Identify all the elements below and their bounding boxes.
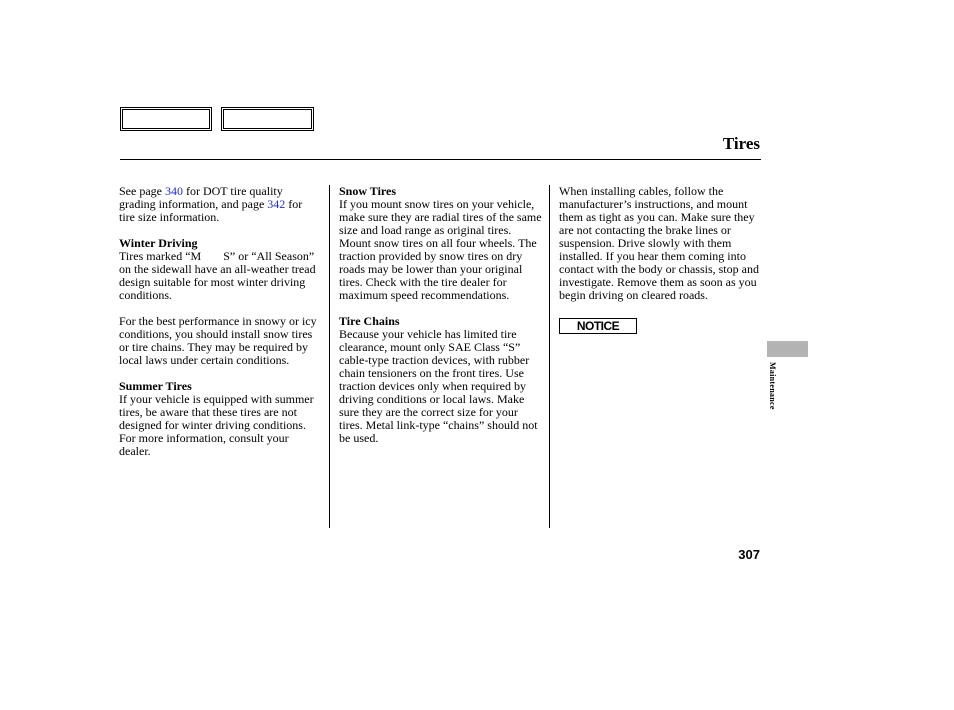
page-link-342[interactable]: 342	[267, 197, 286, 211]
cables-paragraph: When installing cables, follow the manufacturer’s instructions, and mount them as tight as you can. Make sure they are not contacting the brake lines or suspension. Drive slowly with them installed. If you hear them coming into contact with the body or chassis, stop and investigate. Remove them as soon as you begin driving on cleared roads.	[559, 184, 759, 302]
winter-driving-paragraph-2: For the best performance in snowy or icy conditions, you should install snow tires or tire chains. They may be required by local laws under certain conditions.	[119, 314, 317, 367]
snow-tires-paragraph: If you mount snow tires on your vehicle, make sure they are radial tires of the same size and load range as original tires. Mount snow tires on all four wheels. The traction provided by snow tires on dry roads may be lower than your original tires. Check with the tire dealer for maximum speed recommendations.	[339, 197, 542, 302]
page-link-340[interactable]: 340	[164, 184, 183, 198]
nav-button-previous[interactable]	[120, 107, 212, 131]
tire-chains-heading: Tire Chains	[339, 314, 400, 328]
see-page-paragraph: See page 340 for DOT tire quality grading information, and page 342 for tire size information.	[119, 184, 303, 224]
snow-tires-heading: Snow Tires	[339, 184, 397, 198]
column-3	[559, 185, 759, 334]
summer-tires-paragraph: If your vehicle is equipped with summer tires, be aware that these tires are not designed for winter driving conditions. For more information, consult your dealer.	[119, 392, 314, 458]
header-divider	[120, 159, 761, 160]
section-label: Maintenance	[768, 362, 777, 410]
winter-driving-paragraph-1: Tires marked “M S” or “All Season” on the sidewall have an all-weather tread design suitable for most winter driving conditions.	[119, 249, 316, 302]
winter-driving-heading: Winter Driving	[119, 236, 198, 250]
page-title: Tires	[722, 134, 760, 153]
section-tab[interactable]	[767, 341, 808, 357]
notice-badge: NOTICE	[559, 318, 637, 334]
page-number: 307	[738, 547, 760, 562]
column-divider-1	[329, 185, 330, 528]
tire-chains-paragraph: Because your vehicle has limited tire clearance, mount only SAE Class “S” cable-type traction devices, with rubber chain tensioners on the front tires. Use traction devices only when required by driving conditions or local laws. Make sure they are the correct size for your tires. Metal link-type “chains” should not be used.	[339, 327, 538, 445]
column-divider-2	[549, 185, 550, 528]
nav-button-next[interactable]	[221, 107, 314, 131]
summer-tires-heading: Summer Tires	[119, 379, 192, 393]
column-1	[119, 185, 319, 471]
column-2	[339, 185, 544, 458]
